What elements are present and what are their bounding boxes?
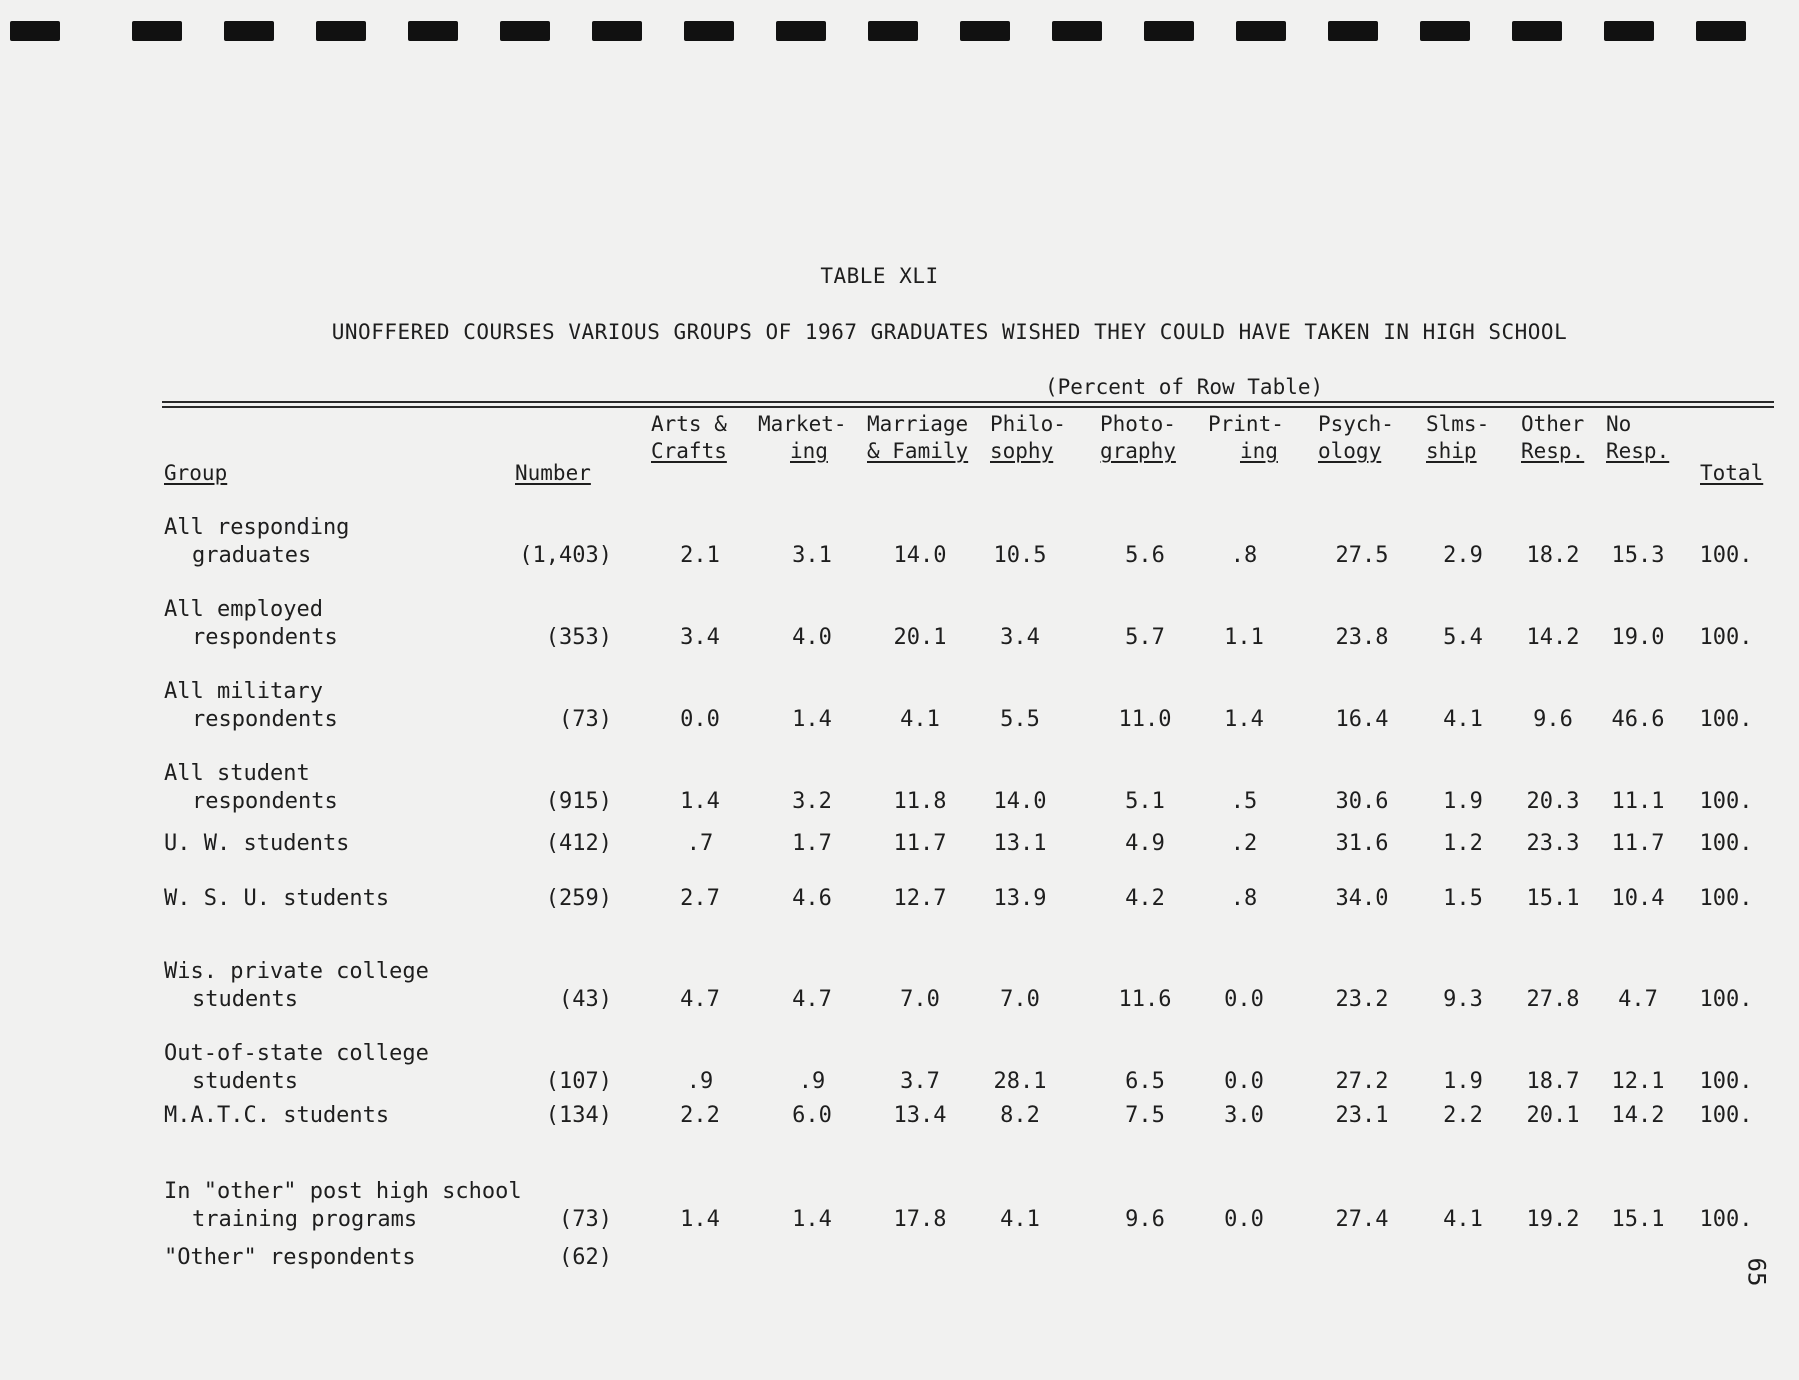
row-group-line: All responding [164,515,350,540]
row-value: .2 [1230,831,1258,856]
row-group-line: In "other" post high school [164,1179,522,1204]
row-group-line: All military [164,679,323,704]
row-value: 4.1 [900,707,940,732]
row-value: 100. [1699,1069,1753,1094]
row-value: 27.2 [1335,1069,1389,1094]
page-number: 65 [1742,1257,1771,1287]
binding-hole [960,21,1010,41]
row-group-line: All student [164,761,310,786]
binding-hole [592,21,642,41]
row-value: 23.2 [1335,987,1389,1012]
row-group-line: W. S. U. students [164,886,390,911]
row-value: 34.0 [1335,886,1389,911]
binding-hole [1420,21,1470,41]
row-number: (62) [559,1245,612,1270]
header-no-resp: No Resp. [1606,412,1670,463]
row-number: (1,403) [519,543,612,568]
row-value: 23.3 [1526,831,1580,856]
row-value: 20.1 [1526,1103,1580,1128]
row-value: 3.4 [1000,625,1040,650]
row-value: 11.7 [1611,831,1665,856]
row-value: 11.0 [1118,707,1172,732]
binding-hole [224,21,274,41]
row-value: 13.4 [893,1103,947,1128]
row-value: 18.7 [1526,1069,1580,1094]
binding-hole [776,21,826,41]
row-value: 7.0 [900,987,940,1012]
row-value: 27.5 [1335,543,1389,568]
row-value: 14.2 [1611,1103,1665,1128]
header-total: Total [1700,461,1764,485]
header-number: Number [515,461,591,485]
binding-hole [1144,21,1194,41]
row-value: 11.1 [1611,789,1665,814]
row-value: 5.6 [1125,543,1165,568]
binding-hole [868,21,918,41]
row-group-line: respondents [192,789,338,814]
row-value: 100. [1699,707,1753,732]
row-group-label [164,760,338,816]
row-value: 8.2 [1000,1103,1040,1128]
row-group-label [164,1102,389,1130]
row-value: 1.5 [1443,886,1483,911]
row-number: (43) [559,987,612,1012]
row-value: 11.6 [1118,987,1172,1012]
row-value: 4.1 [1443,707,1483,732]
header-salesmanship: Slms- ship [1426,412,1490,463]
row-value: 20.3 [1526,789,1580,814]
top-rule [162,401,1774,403]
row-value: 0.0 [1224,1207,1264,1232]
row-value: 23.8 [1335,625,1389,650]
header-philosophy: Philo- sophy [990,412,1066,463]
row-group-label [164,514,349,570]
binding-hole [316,21,366,41]
row-value: 4.9 [1125,831,1165,856]
row-number: (134) [545,1103,612,1128]
row-value: 4.7 [680,987,720,1012]
row-value: 15.1 [1611,1207,1665,1232]
binding-hole [1052,21,1102,41]
row-value: 100. [1699,831,1753,856]
unit-note: (Percent of Row Table) [1045,375,1324,399]
row-value: 10.4 [1611,886,1665,911]
row-value: 7.5 [1125,1103,1165,1128]
row-value: 100. [1699,1103,1753,1128]
row-value: 14.0 [993,789,1047,814]
row-group-line: M.A.T.C. students [164,1103,390,1128]
row-value: 12.7 [893,886,947,911]
row-value: 1.4 [792,707,832,732]
row-value: 12.1 [1611,1069,1665,1094]
row-value: 46.6 [1611,707,1665,732]
row-value: 10.5 [993,543,1047,568]
binding-hole [408,21,458,41]
row-value: 23.1 [1335,1103,1389,1128]
binding-hole [1236,21,1286,41]
row-group-line: respondents [192,707,338,732]
row-group-line: "Other" respondents [164,1245,416,1270]
top-rule-double [162,406,1774,408]
row-value: 13.9 [993,886,1047,911]
row-group-line: All employed [164,597,323,622]
row-value: 9.6 [1125,1207,1165,1232]
row-group-label [164,1244,416,1272]
row-value: 2.2 [1443,1103,1483,1128]
row-value: 5.1 [1125,789,1165,814]
binding-hole [1696,21,1746,41]
row-group-label [164,830,349,858]
row-group-line: respondents [192,625,338,650]
row-value: 16.4 [1335,707,1389,732]
header-psychology: Psych- ology [1318,412,1394,463]
row-value: 0.0 [680,707,720,732]
row-value: 100. [1699,1207,1753,1232]
header-other-resp: Other Resp. [1521,412,1585,463]
row-value: 1.4 [680,789,720,814]
binding-hole [684,21,734,41]
binding-hole [500,21,550,41]
binding-hole [132,21,182,41]
row-value: 14.2 [1526,625,1580,650]
row-value: 27.4 [1335,1207,1389,1232]
row-value: 2.2 [680,1103,720,1128]
row-group-line: students [192,987,298,1012]
row-value: 30.6 [1335,789,1389,814]
row-value: 20.1 [893,625,947,650]
header-arts-crafts: Arts & Crafts [651,412,727,463]
row-value: 3.2 [792,789,832,814]
row-value: 19.2 [1526,1207,1580,1232]
row-number: (259) [545,886,612,911]
row-value: 17.8 [893,1207,947,1232]
row-value: 7.0 [1000,987,1040,1012]
row-group-label [164,1178,522,1234]
row-group-label [164,885,389,913]
row-value: 14.0 [893,543,947,568]
row-number: (107) [545,1069,612,1094]
row-group-label [164,1040,429,1096]
row-group-line: training programs [192,1207,418,1232]
row-group-line: Wis. private college [164,959,429,984]
row-value: 6.5 [1125,1069,1165,1094]
binding-hole [1604,21,1654,41]
row-value: 1.9 [1443,789,1483,814]
row-value: 4.2 [1125,886,1165,911]
row-value: 2.7 [680,886,720,911]
row-value: 4.0 [792,625,832,650]
row-value: 6.0 [792,1103,832,1128]
row-value: .8 [1230,543,1258,568]
row-value: 19.0 [1611,625,1665,650]
row-value: 2.9 [1443,543,1483,568]
row-value: 1.9 [1443,1069,1483,1094]
row-value: .5 [1230,789,1258,814]
binding-hole [10,21,60,41]
row-value: 0.0 [1224,987,1264,1012]
row-group-line: students [192,1069,298,1094]
row-value: 13.1 [993,831,1047,856]
row-value: 100. [1699,789,1753,814]
row-number: (73) [559,1207,612,1232]
binding-hole [1512,21,1562,41]
row-value: 4.7 [1618,987,1658,1012]
row-value: 3.1 [792,543,832,568]
row-value: 4.1 [1443,1207,1483,1232]
row-value: 100. [1699,625,1753,650]
row-value: 9.6 [1533,707,1573,732]
row-value: 0.0 [1224,1069,1264,1094]
header-marketing: Market- ing [758,412,847,463]
header-group: Group [164,461,228,485]
row-number: (915) [545,789,612,814]
row-value: 2.1 [680,543,720,568]
row-group-label [164,596,338,652]
row-value: 28.1 [993,1069,1047,1094]
row-value: 5.4 [1443,625,1483,650]
row-value: 4.1 [1000,1207,1040,1232]
row-value: 1.7 [792,831,832,856]
row-value: 1.1 [1224,625,1264,650]
row-value: 3.7 [900,1069,940,1094]
header-printing: Print- ing [1208,412,1284,463]
row-group-line: graduates [192,543,312,568]
row-value: 4.6 [792,886,832,911]
row-number: (412) [545,831,612,856]
header-marriage-family: Marriage & Family [867,412,969,463]
row-value: .8 [1230,886,1258,911]
row-value: 4.7 [792,987,832,1012]
row-value: 31.6 [1335,831,1389,856]
binding-hole [1328,21,1378,41]
row-value: .9 [798,1069,826,1094]
row-value: .7 [686,831,714,856]
table-subtitle: UNOFFERED COURSES VARIOUS GROUPS OF 1967 GRADUATES WISHED THEY COULD HAVE TAKEN IN HIGH SCHOOL [331,320,1568,344]
row-value: 27.8 [1526,987,1580,1012]
row-value: 3.0 [1224,1103,1264,1128]
row-value: 1.2 [1443,831,1483,856]
row-number: (73) [559,707,612,732]
row-value: 100. [1699,543,1753,568]
row-group-label [164,958,429,1014]
row-value: 9.3 [1443,987,1483,1012]
row-value: 15.1 [1526,886,1580,911]
row-number: (353) [545,625,612,650]
row-value: .9 [686,1069,714,1094]
row-value: 100. [1699,987,1753,1012]
row-group-label [164,678,338,734]
row-value: 15.3 [1611,543,1665,568]
row-value: 1.4 [792,1207,832,1232]
header-photography: Photo- graphy [1100,412,1176,463]
row-value: 100. [1699,886,1753,911]
row-value: 18.2 [1526,543,1580,568]
row-value: 5.7 [1125,625,1165,650]
row-value: 5.5 [1000,707,1040,732]
row-group-line: U. W. students [164,831,350,856]
row-value: 1.4 [680,1207,720,1232]
row-value: 1.4 [1224,707,1264,732]
table-title: TABLE XLI [820,264,939,288]
row-value: 11.8 [893,789,947,814]
row-group-line: Out-of-state college [164,1041,429,1066]
row-value: 11.7 [893,831,947,856]
row-value: 3.4 [680,625,720,650]
